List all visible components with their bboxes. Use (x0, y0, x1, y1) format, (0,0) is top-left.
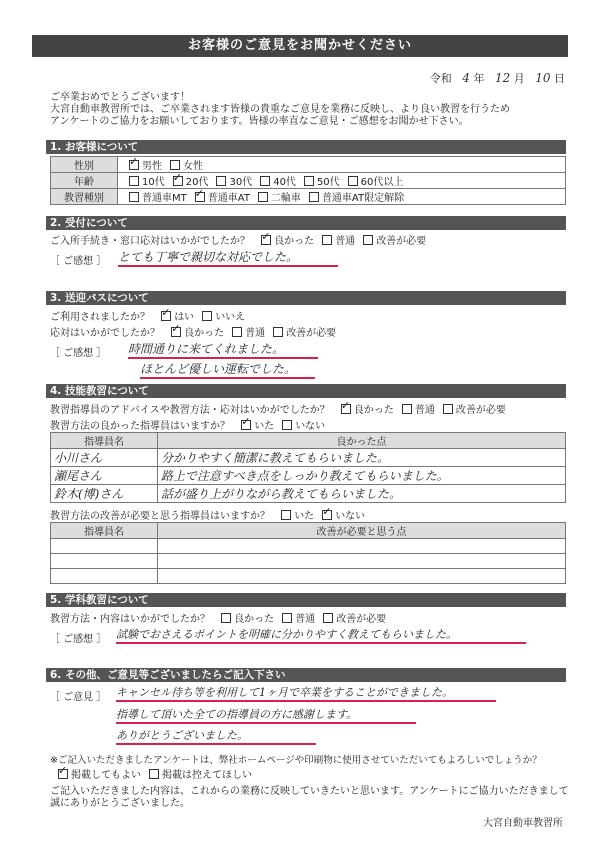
month-label: 月 (513, 72, 525, 85)
checked-checkbox-icon[interactable] (341, 404, 351, 414)
bad-point-cell[interactable] (158, 539, 566, 554)
option-label: 改善が必要 (376, 236, 427, 247)
checkbox-icon[interactable] (129, 192, 139, 202)
option-label: いいえ (215, 312, 246, 323)
table-row (51, 554, 566, 569)
option-1[interactable] (194, 312, 245, 323)
s3-q1: ご利用されましたか？ (50, 312, 150, 323)
s4-q2: 教習方法の良かった指導員はいますか？ (50, 421, 230, 432)
day-value[interactable]: 10 (535, 71, 551, 85)
s4-q2-row (50, 417, 325, 432)
option-2[interactable] (355, 236, 426, 247)
s4-q3-row (50, 507, 365, 522)
row-label: 教習種別 (51, 189, 118, 205)
instructor-name[interactable]: 瀬尾さん (51, 467, 158, 485)
table-row (51, 539, 566, 554)
option-label: 60代以上 (360, 177, 404, 188)
checked-checkbox-icon[interactable] (322, 510, 332, 520)
option-3[interactable] (301, 193, 404, 204)
option-label: はい (174, 312, 195, 323)
checked-checkbox-icon[interactable] (171, 327, 181, 337)
checkbox-icon[interactable] (281, 510, 291, 520)
s3-comment-line-2[interactable]: ほとんど優しい運転でした。 (140, 360, 315, 379)
option-4[interactable] (296, 177, 340, 188)
option-label: 普通 (414, 405, 435, 416)
checkbox-icon[interactable] (221, 613, 231, 623)
s3-q2-row (50, 324, 336, 339)
section-3-header: 3. 送迎バスについて (46, 291, 566, 305)
good-col-point: 良かった点 (158, 433, 566, 449)
checkbox-icon[interactable] (260, 176, 270, 186)
bad-name-cell[interactable] (51, 569, 158, 584)
option-0[interactable] (253, 236, 314, 247)
option-1[interactable] (314, 511, 365, 522)
s2-comment-label: ［ ご感想 ］ (50, 256, 107, 267)
row-options (118, 189, 566, 205)
good-point[interactable]: 分かりやすく簡潔に教えてもらいました。 (158, 449, 566, 467)
s3-comment-label: ［ ご感想 ］ (50, 348, 107, 359)
s5-comment[interactable]: 試験でおさえるポイントを明確に分かりやすく教えてもらいました。 (116, 626, 526, 644)
option-2[interactable] (265, 328, 336, 339)
option-label: 改善が必要 (286, 328, 337, 339)
option-label: 良かった (353, 405, 394, 416)
table-row (51, 189, 566, 205)
checked-checkbox-icon[interactable] (129, 160, 139, 170)
option-label: 30代 (229, 177, 253, 188)
option-label: 女性 (183, 161, 203, 172)
option-2[interactable] (315, 614, 386, 625)
option-label: 普通車MT (142, 193, 187, 204)
option-0[interactable] (273, 511, 314, 522)
option-2[interactable] (250, 193, 301, 204)
checkbox-icon[interactable] (309, 192, 319, 202)
option-0[interactable] (121, 193, 187, 204)
option-1[interactable] (274, 614, 315, 625)
option-label: 20代 (185, 177, 209, 188)
s5-question-row (50, 610, 386, 625)
s2-question-row (50, 232, 426, 247)
option-0[interactable] (121, 161, 162, 172)
checkbox-icon[interactable] (323, 613, 333, 623)
s3-q2: 応対はいかがでしたか？ (50, 328, 160, 339)
s6-comment-label: ［ ご意見 ］ (50, 692, 107, 703)
checked-checkbox-icon[interactable] (195, 192, 205, 202)
option-label: 普通 (335, 236, 356, 247)
checkbox-icon[interactable] (443, 404, 453, 414)
checkbox-icon[interactable] (232, 327, 242, 337)
day-label: 日 (554, 72, 565, 85)
row-label: 年齢 (51, 173, 118, 189)
checked-checkbox-icon[interactable] (241, 420, 251, 430)
checkbox-icon[interactable] (348, 176, 358, 186)
option-0[interactable] (233, 421, 274, 432)
checked-checkbox-icon[interactable] (173, 176, 183, 186)
good-point[interactable]: 路上で注意すべき点をしっかり教えてもらいました。 (158, 467, 566, 485)
s4-q3: 教習方法の改善が必要と思う指導員はいますか？ (50, 511, 270, 522)
row-options (118, 157, 566, 173)
instructor-name[interactable]: 鈴木(博)さん (51, 485, 158, 503)
option-5[interactable] (340, 177, 404, 188)
s6-line-2[interactable]: 指導して頂いた全ての指導員の方に感謝します。 (116, 706, 416, 724)
section-1-header: 1. お客様について (46, 140, 566, 154)
closing-line: ご記入いただきました内容は、これからの業務に反映していきたいと思います。アンケートにご協力いただきまして (50, 786, 569, 797)
table-row (51, 467, 566, 485)
checked-checkbox-icon[interactable] (161, 311, 171, 321)
bad-point-cell[interactable] (158, 569, 566, 584)
option-1[interactable] (224, 328, 265, 339)
intro-line: アンケートのご協力をお願いしております。皆様の率直なご意見・ご感想をお聞かせ下さい。 (50, 116, 469, 127)
year-label: 年 (473, 72, 485, 85)
option-label: 普通 (245, 328, 266, 339)
option-label: 良かった (234, 614, 275, 625)
row-options (118, 173, 566, 189)
option-0[interactable] (333, 405, 394, 416)
bad-col-name: 指導員名 (51, 523, 158, 539)
option-label: 10代 (142, 177, 165, 188)
section-5-header: 5. 学科教習について (46, 593, 566, 607)
consent-question: ※ご記入いただきましたアンケートは、弊社ホームページや印刷物に使用させていただいてもよろしいでしょうか？ (50, 755, 542, 766)
option-1[interactable] (274, 421, 325, 432)
closing-text (50, 786, 580, 810)
intro-line: ご卒業おめでとうございます！ (50, 92, 190, 103)
option-label: いない (295, 421, 326, 432)
year-value[interactable]: 4 (462, 71, 470, 85)
instructor-name[interactable]: 小川さん (51, 449, 158, 467)
checkbox-icon[interactable] (129, 176, 139, 186)
option-3[interactable] (252, 177, 296, 188)
option-0[interactable] (50, 770, 141, 781)
option-label: 普通車AT (207, 193, 250, 204)
section-2-header: 2. 受付について (46, 216, 566, 230)
s4-q1-row (50, 401, 506, 416)
option-0[interactable] (121, 177, 165, 188)
intro-text (50, 92, 570, 128)
option-0[interactable] (163, 328, 224, 339)
checkbox-icon[interactable] (363, 235, 373, 245)
intro-line: 大宮自動車教習所では、ご卒業されます皆様の貴重なご意見を業務に反映し、より良い教習を行うため (50, 104, 510, 115)
checkbox-icon[interactable] (304, 176, 314, 186)
era-label: 令和 (429, 72, 452, 85)
option-label: 普通車AT限定解除 (321, 193, 405, 204)
section-6-header: 6. その他、ご意見等ございましたらご記入下さい (46, 668, 566, 682)
school-name: 大宮自動車教習所 (483, 818, 563, 829)
table-row (51, 173, 566, 189)
option-label: 掲載してもよい (71, 770, 141, 781)
option-label: 40代 (273, 177, 296, 188)
checkbox-icon[interactable] (149, 769, 159, 779)
consent-options (50, 766, 252, 781)
bad-col-point: 改善が必要と思う点 (158, 523, 566, 539)
customer-info-table (50, 156, 566, 205)
option-label: 普通 (295, 614, 316, 625)
checkbox-icon[interactable] (216, 176, 226, 186)
option-2[interactable] (208, 177, 252, 188)
checked-checkbox-icon[interactable] (58, 769, 68, 779)
option-label: いた (254, 421, 275, 432)
s5-comment-label: ［ ご感想 ］ (50, 634, 107, 645)
checkbox-icon[interactable] (322, 235, 332, 245)
s3-comment-line-1[interactable]: 時間通りに来てくれました。 (128, 340, 318, 359)
improve-instructor-table (50, 522, 566, 584)
option-label: 二輪車 (270, 193, 301, 204)
option-1[interactable] (394, 405, 435, 416)
bad-name-cell[interactable] (51, 539, 158, 554)
option-label: いた (294, 511, 315, 522)
s4-q1: 教習指導員のアドバイスや教習方法・応対はいかがでしたか？ (50, 405, 330, 416)
closing-line: 誠にありがとうございました。 (50, 798, 190, 809)
option-label: 50代 (316, 177, 340, 188)
table-row (51, 157, 566, 173)
bad-name-cell[interactable] (51, 554, 158, 569)
option-label: 改善が必要 (455, 405, 506, 416)
s5-question: 教習方法・内容はいかがでしたか？ (50, 614, 210, 625)
option-label: 改善が必要 (336, 614, 387, 625)
s2-question: ご入所手続き・窓口応対はいかがでしたか？ (50, 236, 250, 247)
month-value[interactable]: 12 (494, 71, 511, 85)
checked-checkbox-icon[interactable] (261, 235, 271, 245)
good-point[interactable]: 話が盛り上がりながら教えてもらいました。 (158, 485, 566, 503)
option-label: 良かった (184, 328, 225, 339)
option-label: いない (335, 511, 366, 522)
option-1[interactable] (314, 236, 355, 247)
s3-q1-row (50, 308, 245, 323)
s2-comment[interactable]: とても丁寧で親切な対応でした。 (118, 248, 338, 267)
bad-point-cell[interactable] (158, 554, 566, 569)
table-row (51, 449, 566, 467)
checkbox-icon[interactable] (202, 311, 212, 321)
option-2[interactable] (435, 405, 506, 416)
good-col-name: 指導員名 (51, 433, 158, 449)
option-label: 男性 (142, 161, 162, 172)
good-instructor-table (50, 432, 566, 503)
date (430, 70, 565, 86)
option-label: 良かった (274, 236, 315, 247)
option-1[interactable] (187, 193, 250, 204)
survey-title: お客様のご意見をお聞かせください (32, 35, 568, 57)
checkbox-icon[interactable] (258, 192, 268, 202)
option-1[interactable] (162, 161, 203, 172)
checkbox-icon[interactable] (282, 613, 292, 623)
option-label: 掲載は控えてほしい (162, 770, 252, 781)
checkbox-icon[interactable] (282, 420, 292, 430)
section-4-header: 4. 技能教習について (46, 384, 566, 398)
s6-line-1[interactable]: キャンセル待ち等を利用して1ヶ月で卒業をすることができました。 (116, 684, 496, 702)
table-row (51, 485, 566, 503)
checkbox-icon[interactable] (402, 404, 412, 414)
row-label: 性別 (51, 157, 118, 173)
option-1[interactable] (141, 770, 252, 781)
option-0[interactable] (213, 614, 274, 625)
s6-line-3[interactable]: ありがとうございました。 (116, 727, 316, 745)
checkbox-icon[interactable] (273, 327, 283, 337)
checkbox-icon[interactable] (170, 160, 180, 170)
table-row (51, 569, 566, 584)
